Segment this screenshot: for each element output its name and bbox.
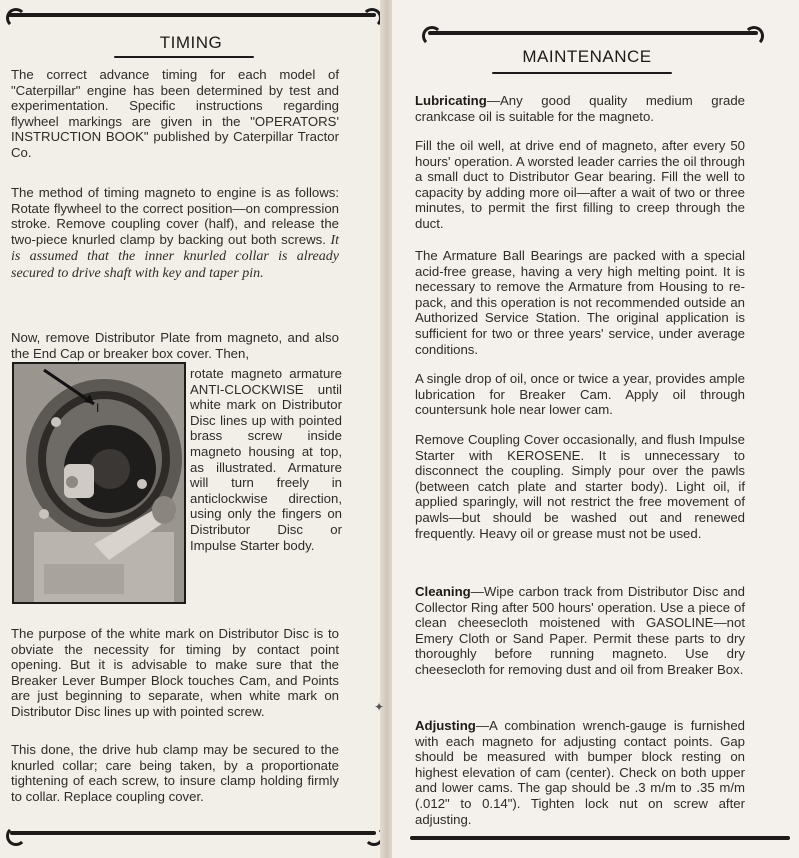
ball-bearings-para: The Armature Ball Bearings are packed with a special acid-free grease, having a very high melting point. It is necessary to remove the Armature from Housing to re-pack, and this operation is not recommended outside an Authorized Service Station. The original application is sufficient for two or three years' service, under average conditions. [415,248,745,357]
timing-para-2-italic: It is assumed that the inner knurled collar is already secured to drive shaft with key and taper pin. [11,232,339,281]
bottom-rule-right [410,836,790,840]
gutter-mark: ✦ [374,700,385,714]
bottom-rule [10,831,376,835]
lubricating-para [415,93,745,124]
rule-curl-left-right [422,26,442,46]
left-page [0,0,385,858]
adjusting-heading: Adjusting [415,718,476,733]
magneto-illustration [14,364,184,602]
timing-para-1: The correct advance timing for each model of "Caterpillar" engine has been determined by test and experimentation. Specific instructions regarding flywheel markings are given in the "OPERATORS' INSTRUCTION BOOK" published by Caterpillar Tractor Co. [11,67,339,160]
breaker-cam-para: A single drop of oil, once or twice a year, provides ample lubrication for Breaker Cam. Apply oil through countersunk hole near lower cam. [415,371,745,418]
right-page [392,0,799,858]
bottom-curl-left [6,826,26,846]
heading-rule-right [492,72,672,74]
timing-para-2 [11,185,339,282]
adjusting-text: —A combination wrench-gauge is furnished with each magneto for adjusting contact points. Gap should be measured with bumper block resting on highest elevation of cam (center). Check on both upper and lower cams. The gap should be .3 m/m to .35 m/m (.012" to 0.14"). Tighten lock nut on screw after adjusting. [415,718,745,827]
rule-curl-right-right [744,26,764,46]
lubricating-text: —Any good quality medium grade crankcase oil is suitable for the magneto. [415,93,745,124]
magneto-figure [12,362,186,604]
top-rule-right [428,31,758,35]
page-title-timing: TIMING [159,33,223,52]
adjusting-para [415,718,745,827]
top-rule [8,13,376,17]
coupling-cover-para: Remove Coupling Cover occasionally, and flush Impulse Starter with KEROSENE. It is unnecessary to disconnect the coupling. Simply pour over the pawls (between catch plate and starter body). Light oil, if applied sparingly, will not restrict the free movement of pawls—but should be washed out and renewed frequently. Heavy oil or grease must not be used. [415,432,745,541]
timing-para-5: This done, the drive hub clamp may be secured to the knurled collar; care being taken, by a proportionate tightening of each screw, to insure clamp holding firmly to collar. Replace coupling cover. [11,742,339,804]
timing-para-2-text: The method of timing magneto to engine is as follows: Rotate flywheel to the correct position—on compression stroke. Remove coupling cover (half), and release the two-piece knurled clamp by backing out both screws. [11,185,339,247]
cleaning-heading: Cleaning [415,584,471,599]
lubricating-heading: Lubricating [415,93,487,108]
timing-para-4: The purpose of the white mark on Distributor Disc is to obviate the necessity for timing by contact point opening. But it is advisable to make sure that the Breaker Lever Bumper Block touches Cam, and Points are just beginning to separate, when white mark on Distributor Disc lines up with pointed screw. [11,626,339,719]
timing-para-3-intro: Now, remove Distributor Plate from magneto, and also the End Cap or breaker box cover. Then, [11,330,339,361]
svg-text:I: I [96,401,100,415]
rule-curl-left [6,8,26,28]
heading-rule [114,56,254,58]
cleaning-para [415,584,745,678]
rule-curl-right [362,8,382,28]
cleaning-text: —Wipe carbon track from Distributor Disc and Collector Ring after 500 hours' operation. Use a piece of clean cheesecloth moistened with GASOLINE—not Emery Cloth or Sand Paper. Permit these parts to dry thoroughly before running magneto. Use dry cheesecloth for removing dust and oil from Breaker Box. [415,584,745,677]
page-title-maintenance: MAINTENANCE [522,47,652,66]
timing-para-3-side: rotate magneto armature ANTI-CLOCKWISE until white mark on Distributor Disc lines up with pointed brass screw inside magneto housing at top, as illustrated. Armature will turn freely in anticlockwise direction, using only the fingers on Distributor Disc or Impulse Starter body. [190,366,342,553]
oil-well-para: Fill the oil well, at drive end of magneto, after every 50 hours' operation. A worsted leader carries the oil through a small duct to Distributor Gear bearing. Fill the well to capacity by adding more oil—after a wait of two or three minutes, to permit the first filling to creep through the duct. [415,138,745,231]
